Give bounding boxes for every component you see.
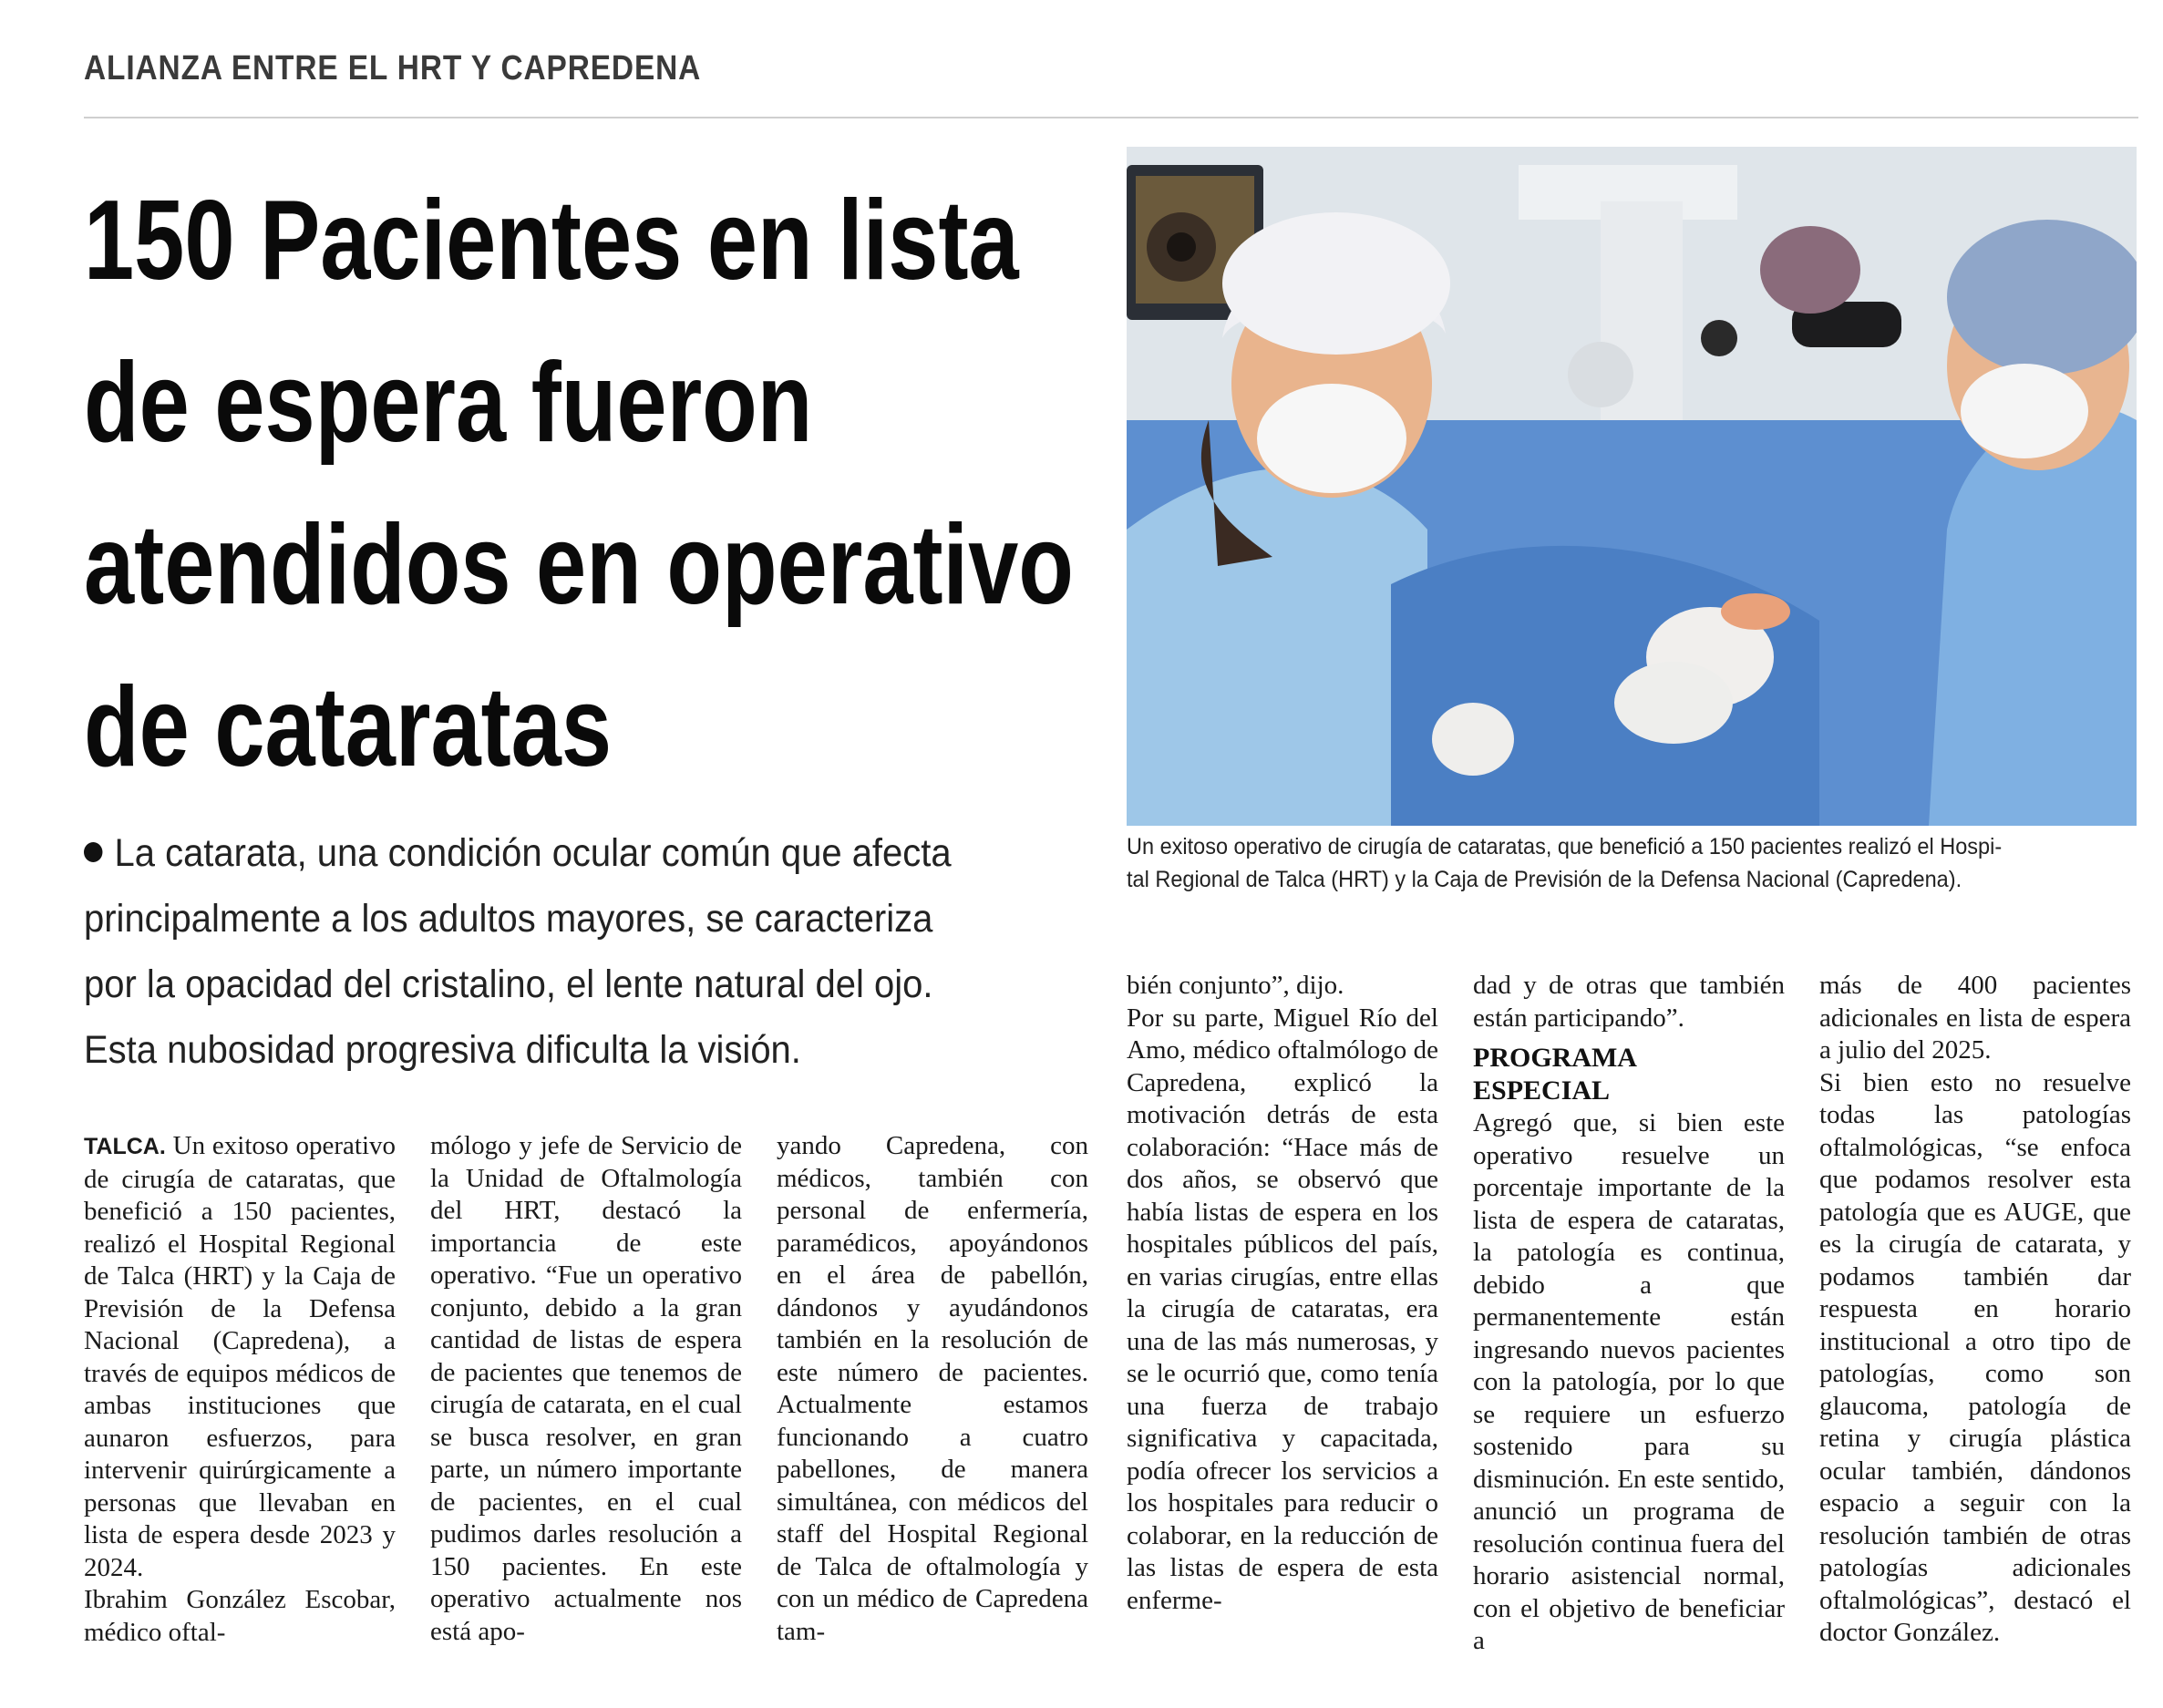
body-paragraph: Un exitoso operativo de cirugía de cataratas, que benefició a 150 pacientes, realizó el Hospital Regional de Talca (HRT) y la Caja de Previsión de la Defensa Nacional (Capredena), a través de equipos médicos de ambas instituciones que aunaron esfuerzos, para intervenir quirúrgicamente a personas que llevaban en lista de espera desde 2023 y 2024. (84, 1131, 396, 1582)
body-paragraph: dad y de otras que también están participando”. (1473, 971, 1785, 1033)
body-column-6 (1819, 970, 2131, 1650)
caption-line: tal Regional de Talca (HRT) y la Caja de Previsión de la Defensa Nacional (Capredena). (1127, 867, 1962, 892)
bullet-icon (84, 842, 102, 862)
body-paragraph: más de 400 pacientes adicionales en lista de espera a julio del 2025. (1819, 971, 2131, 1065)
body-column-1 (84, 1130, 396, 1649)
body-column-2 (430, 1130, 742, 1648)
body-paragraph: Por su parte, Miguel Río del Amo, médico oftalmólogo de Capredena, explicó la motivación detrás de esta colaboración: “Hace más de dos años, se observó que había listas de espera en los hospitales públicos del país, en varias cirugías, entre ellas la cirugía de cataratas, era una de las más numerosas, y se le ocurrió que, como tenía una fuerza de trabajo significativa y capacitada, podía ofrecer los servicios a los hospitales para reducir o colaborar, en la reducción de las listas de espera de esta enferme- (1127, 1003, 1438, 1615)
dateline: TALCA. (84, 1134, 166, 1159)
subheading (1473, 1042, 1785, 1107)
headline-line: 150 Pacientes en lista (84, 178, 1019, 304)
subheading-line: PROGRAMA (1473, 1043, 1637, 1073)
body-paragraph: Agregó que, si bien este operativo resuelve un porcentaje importante de la lista de espera de cataratas, la patología es continua, debido a que permanentemente están ingresando nuevos pacientes con la patología, por lo que se requiere un esfuerzo sostenido para su disminución. En este sentido, anunció un programa de resolución continua fuera del horario asistencial normal, con el objetivo de beneficiar a (1473, 1108, 1785, 1655)
headline (84, 159, 1074, 808)
lead-paragraph (84, 820, 999, 1083)
headline-line: atendidos en operativo (84, 502, 1074, 628)
body-paragraph: Si bien esto no resuelve todas las patologías oftalmológicas, “se enfoca que podamos resolver esta patología que es AUGE, que es la cirugía de catarata, y podamos también dar respuesta en horario institucional a otro tipo de patologías, como son glaucoma, patología de retina y cirugía plástica ocular también, dándonos espacio a seguir con la resolución también de otras patologías adicionales oftalmológicas”, destacó el doctor González. (1819, 1067, 2131, 1647)
lead-line: principalmente a los adultos mayores, se caracteriza (84, 897, 933, 941)
body-paragraph: yando Capredena, con médicos, también con personal de enfermería, paramédicos, apoyándonos en el área de pabellón, dándonos y ayudándonos también en la resolución de este número de pacientes. Actualmente estamos funcionando a cuatro pabellones, de manera simultánea, con médicos del staff del Hospital Regional de Talca de oftalmología y con un médico de Capredena tam- (777, 1131, 1088, 1646)
lead-line: por la opacidad del cristalino, el lente natural del ojo. (84, 962, 933, 1006)
body-paragraph: bién conjunto”, dijo. (1127, 971, 1344, 1000)
lead-line: La catarata, una condición ocular común que afecta (114, 831, 952, 875)
surgery-photo (1127, 147, 2137, 826)
body-paragraph: mólogo y jefe de Servicio de la Unidad de Oftalmología del HRT, destacó la importancia de este operativo. “Fue un operativo conjunto, debido a la gran cantidad de listas de espera de pacientes que tenemos de cirugía de catarata, en el cual se busca resolver, en gran parte, un número importante de pacientes, en el cual pudimos darles resolución a 150 pacientes. En este operativo actualmente nos está apo- (430, 1131, 742, 1646)
subheading-line: ESPECIAL (1473, 1075, 1611, 1106)
headline-line: de espera fueron (84, 340, 813, 466)
caption-line: Un exitoso operativo de cirugía de cataratas, que benefició a 150 pacientes realizó el Hospi- (1127, 834, 2003, 859)
headline-line: de cataratas (84, 664, 613, 790)
body-column-4 (1127, 970, 1438, 1617)
body-column-3 (777, 1130, 1088, 1648)
photo-caption (1127, 830, 2091, 896)
header-divider (84, 117, 2138, 118)
surgery-photo-illustration (1127, 147, 2137, 826)
body-paragraph: Ibrahim González Escobar, médico oftal- (84, 1585, 396, 1647)
body-column-5 (1473, 970, 1785, 1658)
lead-line: Esta nubosidad progresiva dificulta la visión. (84, 1028, 801, 1072)
section-kicker: ALIANZA ENTRE EL HRT Y CAPREDENA (84, 49, 702, 87)
